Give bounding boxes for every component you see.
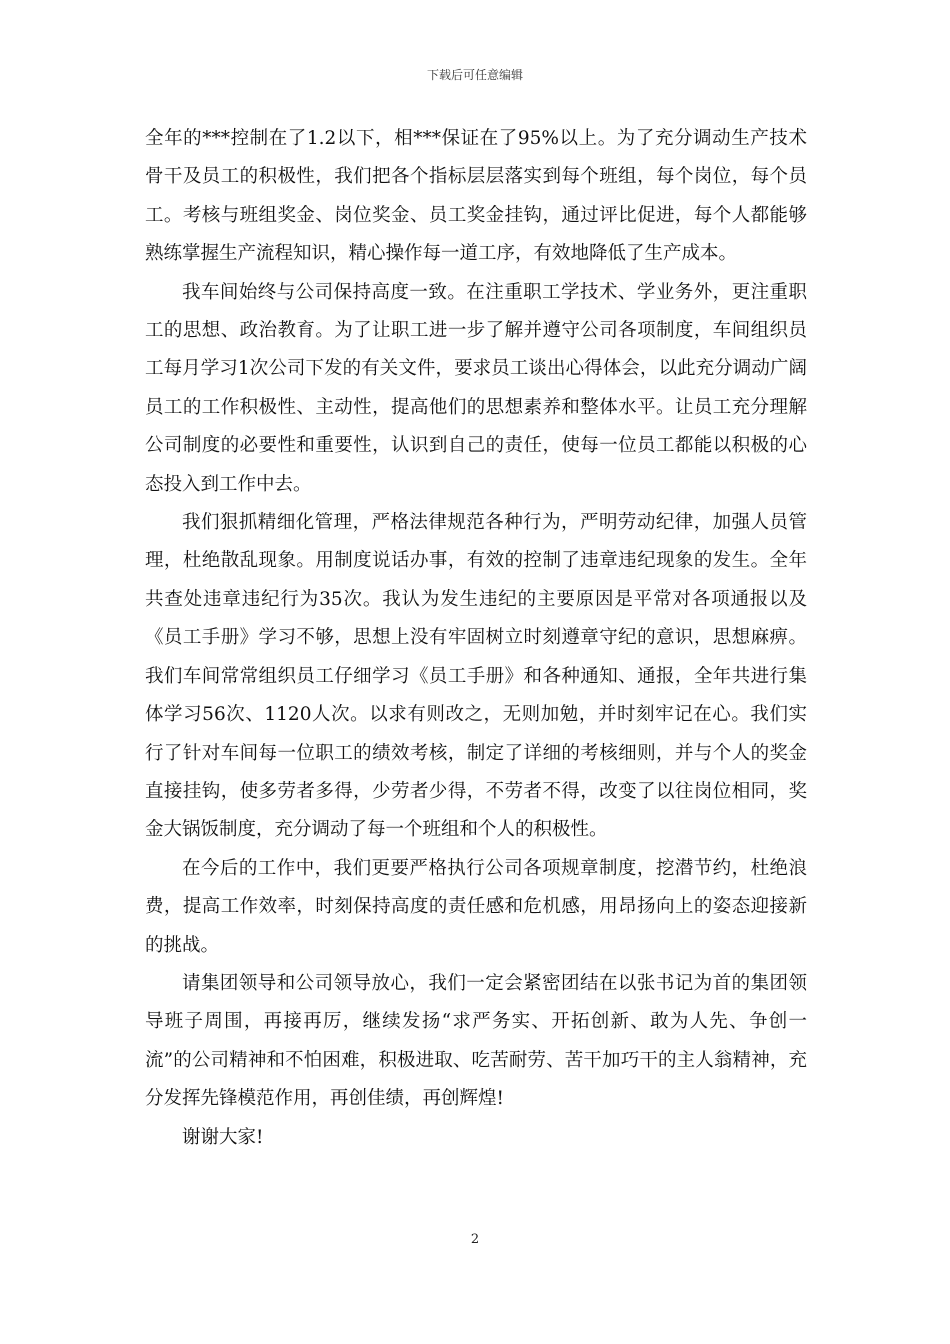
paragraph-4: 在今后的工作中，我们更要严格执行公司各项规章制度，挖潜节约，杜绝浪费，提高工作效率，时刻保持高度的责任感和危机感，用昂扬向上的姿态迎接新的挑战。 [145,857,807,956]
paragraph-2: 我车间始终与公司保持高度一致。在注重职工学技术、学业务外，更注重职工的思想、政治教育。为了让职工进一步了解并遵守公司各项制度，车间组织员工每月学习1次公司下发的有关文件，要求员工谈出心得体会，以此充分调动广阔员工的工作积极性、主动性，提高他们的思想素养和整体水平。让员工充分理解公司制度的必要性和重要性，认识到自己的责任，使每一位员工都能以积极的心态投入到工作中去。 [145,281,807,495]
page-number: 2 [470,1232,480,1247]
document-body [145,120,807,1157]
paragraph-6: 谢谢大家! [182,1126,264,1148]
page-header: 下载后可任意编辑 [426,68,523,82]
paragraph-1: 全年的***控制在了1.2以下，相***保证在了95%以上。为了充分调动生产技术骨干及员工的积极性，我们把各个指标层层落实到每个班组，每个岗位，每个员工。考核与班组奖金、岗位奖金、员工奖金挂钩，通过评比促进，每个人都能够熟练掌握生产流程知识，精心操作每一道工序，有效地降低了生产成本。 [145,128,807,265]
paragraph-5: 请集团领导和公司领导放心，我们一定会紧密团结在以张书记为首的集团领导班子周围，再接再厉，继续发扬“求严务实、开拓创新、敢为人先、争创一流”的公司精神和不怕困难，积极进取、吃苦耐劳、苦干加巧干的主人翁精神，充分发挥先锋模范作用，再创佳绩，再创辉煌! [145,972,807,1110]
paragraph-3: 我们狠抓精细化管理，严格法律规范各种行为，严明劳动纪律，加强人员管理，杜绝散乱现象。用制度说话办事，有效的控制了违章违纪现象的发生。全年共查处违章违纪行为35次。我认为发生违纪的主要原因是平常对各项通报以及《员工手册》学习不够，思想上没有牢固树立时刻遵章守纪的意识，思想麻痹。我们车间常常组织员工仔细学习《员工手册》和各种通知、通报，全年共进行集体学习56次、1120人次。以求有则改之，无则加勉，并时刻牢记在心。我们实行了针对车间每一位职工的绩效考核，制定了详细的考核细则，并与个人的奖金直接挂钩，使多劳者多得，少劳者少得，不劳者不得，改变了以往岗位相同，奖金大锅饭制度，充分调动了每一个班组和个人的积极性。 [145,512,807,841]
